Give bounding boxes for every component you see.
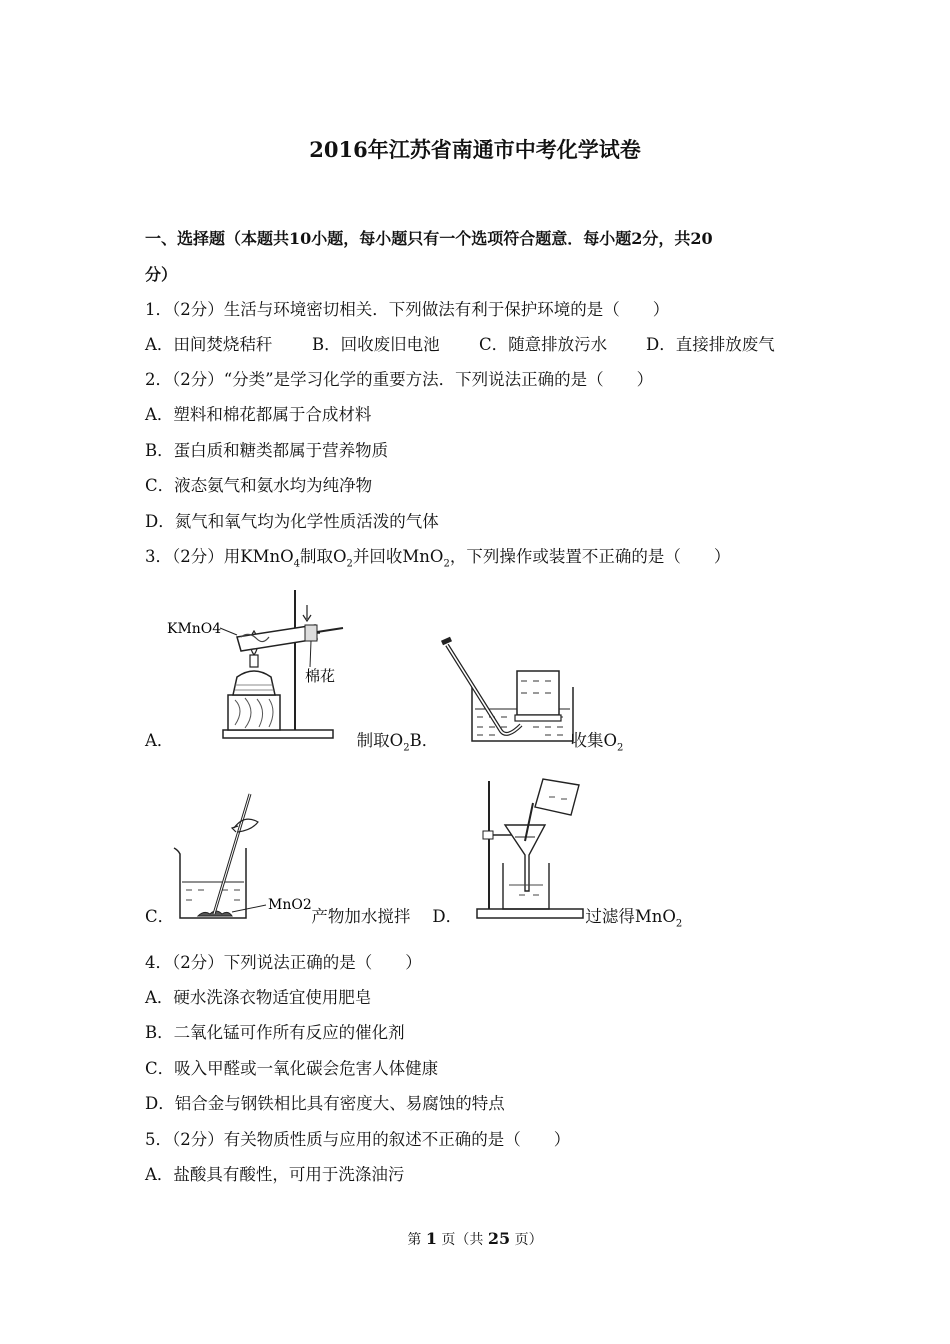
question-1-options <box>145 331 775 355</box>
question-5-stem: 5．（2分）有关物质性质与应用的叙述不正确的是（ ） <box>145 1130 571 1149</box>
option-c: C．随意排放污水 <box>479 335 608 354</box>
question-4-option-c: C．吸入甲醛或一氧化碳会危害人体健康 <box>145 1059 439 1078</box>
question-2-option-a: A．塑料和棉花都属于合成材料 <box>145 405 372 424</box>
question-1-stem: 1．（2分）生活与环境密切相关．下列做法有利于保护环境的是（ ） <box>145 300 670 319</box>
figure-a-kmno4-heating <box>165 585 350 745</box>
section-heading-cont: 分） <box>145 265 178 284</box>
question-2-option-b: B．蛋白质和糖类都属于营养物质 <box>145 441 389 460</box>
section-heading: 一、选择题（本题共10小题，每小题只有一个选项符合题意．每小题2分，共20 <box>145 229 713 248</box>
option-b: B．回收废旧电池 <box>312 335 440 354</box>
question-3-fig-cd-captions: C． 产物加水搅拌 D． 过滤得MnO$_2$ <box>145 907 683 930</box>
question-5-option-a: A．盐酸具有酸性，可用于洗涤油污 <box>145 1165 405 1184</box>
question-4-option-a: A．硬水洗涤衣物适宜使用肥皂 <box>145 988 372 1007</box>
kmno4-label: KMnO4 <box>167 621 222 637</box>
question-2-option-d: D．氮气和氧气均为化学性质活泼的气体 <box>145 512 439 531</box>
mno2-label: MnO2 <box>268 897 312 913</box>
page-number: 1 <box>425 1229 437 1248</box>
option-a: A．田间焚烧秸秆 <box>145 335 273 354</box>
page-total: 25 <box>487 1229 511 1248</box>
question-4-option-b: B．二氧化锰可作所有反应的催化剂 <box>145 1023 405 1042</box>
question-4-option-d: D．铝合金与钢铁相比具有密度大、易腐蚀的特点 <box>145 1094 505 1113</box>
question-4-stem: 4．（2分）下列说法正确的是（ ） <box>145 953 422 972</box>
question-3-fig-ab-captions: A． 制取$O_2B$． 收集$O_2$ <box>145 731 624 754</box>
question-3-stem: 3．（2分）用KMnO$_4$制取$O_2$并回收MnO$_2$，下列操作或装置不正确的是（ ） <box>145 547 731 570</box>
cotton-label: 棉花 <box>305 667 336 685</box>
question-2-option-c: C．液态氨气和氨水均为纯净物 <box>145 476 373 495</box>
page-title: 2016年江苏省南通市中考化学试卷 <box>309 137 641 162</box>
figure-d-filtration <box>475 775 587 923</box>
option-d: D．直接排放废气 <box>646 335 775 354</box>
page-footer: 第 1 页（共 25 页） <box>407 1229 543 1248</box>
question-2-stem: 2．（2分）“分类”是学习化学的重要方法．下列说法正确的是（ ） <box>145 370 654 389</box>
